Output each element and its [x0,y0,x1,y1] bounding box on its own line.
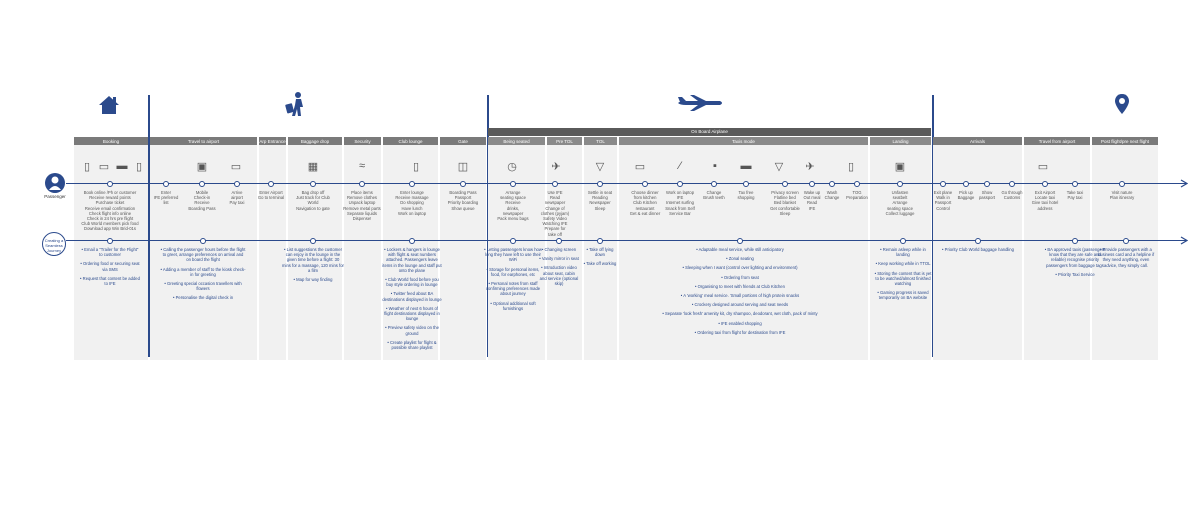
opportunity-item: • Priority Club World baggage handling [942,247,1014,252]
opportunity-item: • Weather of next 6 hours of flight destinations displayed in lounge [384,305,440,322]
traveller-icon [282,91,308,117]
touchpoint-text: Visit nature Plan itinerary [1109,190,1135,201]
opportunity-item: • Separate 'look fresh' amenity kit, dry shampoo, deodorant, wet cloth, pack of minty [662,311,818,317]
touchpoint-dot [199,181,205,187]
opportunity-item: • Introduction video about seat, cabin and service (optional skip) [539,265,579,287]
tv-icon: ▭ [634,161,646,173]
takeoff-icon: ✈ [551,161,561,173]
opportunity-item: • Twitter feed about BA destinations displayed in lounge [382,291,442,302]
opportunity-item: • Vanity mirror in seat [539,256,579,262]
opportunity-dot [597,238,603,244]
touchpoint-dot [782,181,788,187]
opportunity-dot [1072,238,1078,244]
opportunity-item: • Gaming progress is saved temporarily on BA website [877,290,929,301]
group-on-board: On Board Airplane [488,128,931,136]
touchpoint-dot [234,181,240,187]
opportunity-list [282,247,344,286]
laptop-icon: ▭ [1037,161,1049,173]
airplane-icon [676,95,724,111]
opportunity-item: • Lockers & hangers in lounge with flight & seat numbers attached. Passengers leave items in the lounge and staff put onto the plane [382,247,442,273]
opportunity-item: • Zonal seating [726,256,754,262]
opportunity-dot [510,238,516,244]
touchpoint-text: Place items Remove clothes Unpack laptop Remove metal parts Separate liquids Dispense! [343,190,381,222]
opportunity-list [539,247,579,290]
clock-icon: ◷ [507,161,517,173]
opportunity-list [484,247,542,315]
opportunity-item: • Calling the passenger hours before the flight to greet, arrange preferences on arrival and on board the flight [160,247,246,263]
opportunity-item: • Optional additional soft furnishings [490,300,536,311]
opportunity-item: • Club World food before you buy style ordering in lounge [385,277,439,288]
opportunity-list [660,247,820,339]
touchpoint-dot [1042,181,1048,187]
journey-label: Creating a Seamless Journey [42,232,66,256]
touchpoint-text: Show passport [978,190,996,201]
touchpoint-text: Settle in seat Reading Newspaper Sleep [587,190,613,211]
drink-tv-icon: ▽ [774,161,784,173]
touchpoint-dot [510,181,516,187]
opportunity-dot [1123,238,1129,244]
touchpoint-dot [597,181,603,187]
opportunity-dot [107,238,113,244]
touchpoint-dot [940,181,946,187]
touchpoint-text: Enter IFE preferred list [153,190,179,206]
touchpoint-dot [1119,181,1125,187]
laptop-icon: ▭ [98,161,110,173]
opportunity-dot [975,238,981,244]
opportunity-dot [556,238,562,244]
opportunity-item: • Personal notes from staff confirming preferences made about journey [485,281,541,297]
stage-pretol: Pre TOL [547,137,582,146]
user-icon [45,173,65,193]
location-pin-icon [1114,93,1130,115]
boarding-pass-icon: ▯ [412,161,420,173]
luggage-icon: ▦ [307,161,319,173]
opportunity-item: • Organising to meet with friends at Club Kitchen [695,283,785,289]
stage-taxi: Taxis mode [619,137,868,146]
opportunity-item: • List suggestions the customer can enjoy in the lounge in the given time before a flight: 30 mins for a massage, 120 mins for a film [282,247,344,273]
phone-icon: ▯ [135,161,143,173]
opportunity-item: • Create playlist for flight & possible share playlist [387,339,437,351]
touchpoint-dot [677,181,683,187]
card-icon: ▬ [116,160,128,172]
arrow-right-icon [1180,236,1188,245]
opportunity-dot [200,238,206,244]
stage-gate: Gate [440,137,486,146]
opportunity-item: • Storing the content that is yet to be watched/almost finished watching [874,270,932,287]
book-icon: ▬ [740,160,752,172]
opportunity-list [382,247,442,354]
touchpoint-text: TOG Preparation [846,190,868,201]
opportunity-item: • Ordering taxi from flight for destination from IFE [694,329,786,335]
opportunity-item: • Changing screen [541,247,577,252]
stage-booking: Booking [74,137,148,146]
opportunity-item: • Email a "Trailer for the Flight" to customer [81,247,139,258]
touchpoint-dot [163,181,169,187]
opportunity-item: • Priority Taxi Service [1055,271,1095,277]
touchpoint-dot [711,181,717,187]
touchpoint-dot [743,181,749,187]
phone-icon: ▯ [83,161,91,173]
brush-icon: ⁄ [679,160,681,172]
touchpoint-text: Exit Airport Locate taxi Give taxi hotel address [1031,190,1059,211]
touchpoint-text: Bag drop off Just track for Club World Navigation to gate [296,190,330,211]
opportunity-item: • Map for way finding [293,277,333,283]
touchpoint-text: Arrive airport Pay taxi [229,190,245,206]
opportunity-item: • Crockery designed around serving and seat needs [691,302,789,308]
touchpoint-text: Take taxi Pay taxi [1066,190,1084,201]
touchpoint-text: Choose dinner from kitchen Club Kitchen restaurant Get & eat dinner [629,190,661,216]
home-icon [98,95,120,115]
opportunity-list [80,247,140,290]
passenger-label: Passenger [44,194,66,199]
touchpoint-dot [1009,181,1015,187]
opportunity-dot [900,238,906,244]
opportunity-dot [409,238,415,244]
stage-column [344,145,381,360]
landing-icon: ✈ [805,161,815,173]
opportunity-item: • Personalise the digital check in [172,295,234,301]
opportunity-item: • Preview safety video on the ground [385,325,439,336]
touchpoint-text: Go through Customs [1001,190,1023,201]
stage-travelfrom: Travel from airport [1024,137,1090,146]
stage-seated: Being seated [488,137,545,146]
touchpoint-dot [310,181,316,187]
opportunity-item: • Provide passengers with a business card and a helpline if they need anything, even advice, they simply call. [1097,247,1155,268]
opportunity-item: • Take off lying down [586,247,614,258]
stage-column [440,145,486,360]
stage-arp: Arp Entrance [259,139,286,144]
touchpoint-text: Wake up Out meal Read IFE [803,190,821,211]
touchpoint-text: Enter Airport Go to terminal [257,190,285,201]
opportunity-item: • Ordering food or securing seat via SMS [80,261,140,272]
opportunity-item: • Letting passengers know how long they have left to use their WiFi [484,247,542,263]
stage-travel: Travel to airport [150,137,257,146]
touchpoint-dot [359,181,365,187]
touchpoint-text: Change Brush teeth [703,190,725,201]
monitor-icon: ▭ [230,161,242,173]
touchpoint-text: Work on laptop IFE Internet surfing Snack from Self Service Bar [665,190,695,216]
touchpoint-text: Enter lounge Receive massage Do shopping Have lunch Work on laptop [395,190,429,216]
opportunity-item: • Adaptable meal service, while still anticipatory [696,247,784,252]
passenger-avatar [45,173,65,193]
opportunity-item: • Request that content be added to IFE [80,275,140,287]
touchpoint-text: Unfasten seatbelt Arrange seating space Collect luggage [885,190,915,216]
opportunity-item: • Remain asleep while in landing [880,247,926,258]
touchpoint-dot [409,181,415,187]
opportunity-dot [737,238,743,244]
opportunity-item: • Greeting special occasion travellers with flowers [164,281,242,292]
stage-arrivals: Arrivals [933,137,1022,146]
money-icon: ▣ [894,161,906,173]
opportunity-item: • Adding a member of staff to the kiosk check-in for greeting [160,266,246,277]
touchpoint-dot [552,181,558,187]
touchpoint-dot [1072,181,1078,187]
touchpoint-text: Book online /Ph or customer Receive reward points Purchase ticket Receive email confirmation Check flight info online Check in 24 hrs pre flight Club World members pick food Download app Win Brid-01s [81,190,139,232]
opportunity-dot [310,238,316,244]
opportunity-item: • A 'working' meal service. 'Small portions of high protein snacks [680,293,800,299]
stage-bag: Baggage drop [288,137,342,146]
arrow-right-icon [1180,179,1188,188]
touchpoint-dot [963,181,969,187]
touchpoint-dot [854,181,860,187]
touchpoint-dot [642,181,648,187]
touchpoint-dot [897,181,903,187]
opportunity-list [874,247,932,305]
money-icon: ▣ [196,161,208,173]
ba-logo-icon: ≈ [358,160,366,172]
stage-landing: Landing [870,137,931,146]
touchpoint-text: Tax free shopping [737,190,755,201]
opportunity-item: • Sleeping when I want (control over lighting and environment) [682,265,798,271]
opportunity-list [160,247,246,305]
seat-icon: ◫ [457,161,469,173]
touchpoint-dot [268,181,274,187]
stage-post: Post flight/pre next flight [1092,137,1158,146]
journey-timeline [66,240,1186,241]
opportunity-item: • Take off working [583,261,617,267]
touchpoint-dot [107,181,113,187]
touchpoint-dot [460,181,466,187]
stage-tol: TOL [584,137,617,146]
opportunity-list [583,247,617,271]
touchpoint-text: Pick up Baggage [957,190,975,201]
touchpoint-text: Boarding Pass Passport Priority boarding Show queue [447,190,479,211]
touchpoint-text: Arrange seating space Receive drinks, newspaper Pack menu bags [497,190,529,222]
opportunity-item: • Storage for personal items, food, for earphones, etc [486,266,540,277]
drink-icon: ▽ [595,161,605,173]
touchpoint-dot [809,181,815,187]
touchpoint-dot [829,181,835,187]
stage-club: Club lounge [383,137,438,146]
touchpoint-text: Wash Change [824,190,840,201]
opportunity-list [1096,247,1156,272]
opportunity-item: • Ordering from seat [721,274,759,280]
stage-sec: Security [344,137,381,146]
touchpoint-text: Use IFE Read newspaper Change of clothes (pyjam) Safety Video Watching IFE Prepare for take off [540,190,570,237]
bag-icon: ▪ [713,160,717,172]
opportunity-list [938,247,1018,256]
opportunity-item: • IFE enabled shopping [718,320,762,326]
opportunity-item: • BA approved taxis (passengers know that they are safe and reliable) recognise priority passengers from baggage tags [1044,247,1106,268]
touchpoint-text: Exit plane Walk in Passport Control [933,190,953,211]
opportunity-item: • Keep working while in TTOL [875,261,931,267]
touchpoint-text: Privacy screen Flatline bed Bed blanket Get comfortable Sleep [770,190,800,216]
touchpoint-text: Mobile Check-in Receive Boarding Pass [188,190,216,211]
touchpoint-dot [984,181,990,187]
phone-icon: ▯ [847,161,855,173]
